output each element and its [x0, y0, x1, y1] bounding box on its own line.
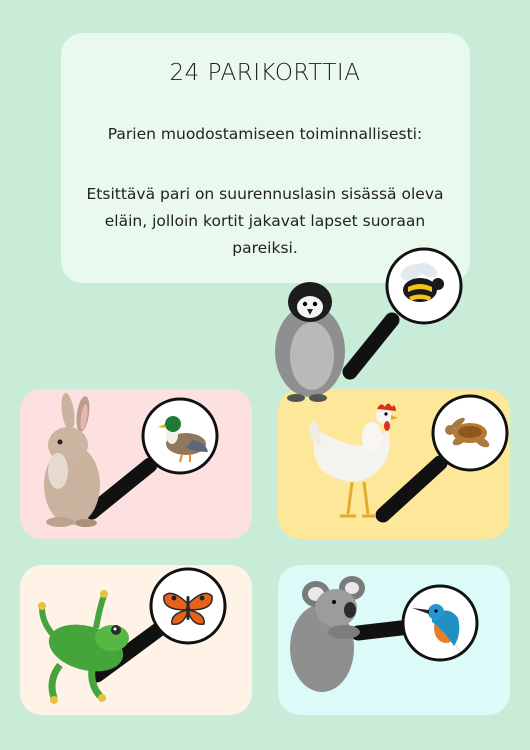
koala-icon	[290, 576, 365, 692]
lead-text: Parien muodostamiseen toiminnallisesti:	[107, 125, 423, 143]
penguin-bee-group	[275, 249, 461, 402]
rabbit-duck-group	[44, 392, 217, 527]
rooster-icon	[309, 404, 398, 517]
description-text: Etsittävä pari on suurennuslasin sisässä oleva eläin, jolloin kortit jakavat lapset suoraan pareiksi.	[86, 185, 444, 257]
tree-frog-icon	[38, 590, 129, 704]
koala-kingfisher-group	[290, 576, 477, 692]
frog-butterfly-group	[38, 569, 225, 704]
page-title: 24 PARIKORTTIA	[169, 60, 361, 86]
penguin-chick-icon	[275, 282, 345, 402]
rooster-turtle-group	[309, 396, 507, 516]
rabbit-icon	[44, 392, 100, 527]
magnifier-handle	[350, 320, 392, 372]
